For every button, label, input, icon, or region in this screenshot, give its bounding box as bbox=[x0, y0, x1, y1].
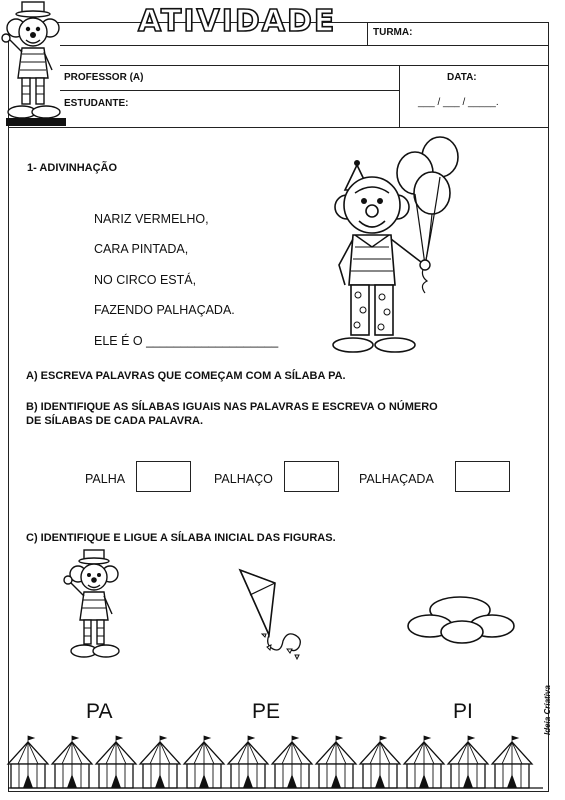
turma-label: TURMA: bbox=[373, 27, 413, 38]
question-title: 1- ADIVINHAÇÃO bbox=[27, 162, 118, 174]
circus-tent-icon bbox=[492, 736, 532, 788]
circus-tent-icon bbox=[228, 736, 268, 788]
clown-logo-icon bbox=[0, 0, 72, 132]
clown-picture-icon[interactable] bbox=[60, 548, 130, 668]
data-label: DATA: bbox=[447, 72, 477, 83]
item-b-instruction: B) IDENTIFIQUE AS SÍLABAS IGUAIS NAS PALAVRAS E ESCREVA O NÚMERO bbox=[26, 401, 438, 413]
header-divider-3 bbox=[60, 90, 399, 91]
riddle-answer-line[interactable]: ELE É O ___________________ bbox=[94, 334, 279, 348]
header-divider-1 bbox=[60, 45, 549, 46]
syllable-count-box-palhacada[interactable] bbox=[455, 461, 510, 492]
circus-tent-icon bbox=[184, 736, 224, 788]
circus-tent-icon bbox=[52, 736, 92, 788]
item-a-instruction: A) ESCREVA PALAVRAS QUE COMEÇAM COM A SÍLABA PA. bbox=[26, 370, 346, 382]
syllable-pa[interactable]: PA bbox=[86, 700, 113, 723]
word-palhaco: PALHAÇO bbox=[214, 472, 273, 486]
riddle-line: FAZENDO PALHAÇADA. bbox=[94, 303, 235, 317]
riddle-line: NO CIRCO ESTÁ, bbox=[94, 273, 197, 287]
page-title: ATIVIDADE bbox=[138, 4, 337, 39]
riddle-line: NARIZ VERMELHO, bbox=[94, 212, 209, 226]
circus-tent-icon bbox=[404, 736, 444, 788]
kite-picture-icon[interactable] bbox=[225, 565, 315, 665]
circus-tent-icon bbox=[316, 736, 356, 788]
circus-tent-icon bbox=[272, 736, 312, 788]
item-b-instruction-cont: DE SÍLABAS DE CADA PALAVRA. bbox=[26, 415, 204, 427]
header-divider-2 bbox=[60, 65, 549, 66]
circus-tent-icon bbox=[8, 736, 48, 788]
circus-tent-icon bbox=[360, 736, 400, 788]
professor-label: PROFESSOR (A) bbox=[64, 72, 144, 83]
clown-with-balloons-icon bbox=[325, 135, 475, 360]
syllable-pe[interactable]: PE bbox=[252, 700, 281, 723]
pillows-picture-icon[interactable] bbox=[405, 590, 520, 650]
syllable-count-box-palhaco[interactable] bbox=[284, 461, 339, 492]
syllable-pi[interactable]: PI bbox=[453, 700, 473, 723]
circus-tents-border bbox=[8, 736, 543, 792]
item-c-instruction: C) IDENTIFIQUE E LIGUE A SÍLABA INICIAL DAS FIGURAS. bbox=[26, 532, 336, 544]
header-divider-4 bbox=[8, 127, 549, 128]
turma-box-left bbox=[367, 22, 368, 45]
syllable-count-box-palha[interactable] bbox=[136, 461, 191, 492]
circus-tent-icon bbox=[448, 736, 488, 788]
riddle-line: CARA PINTADA, bbox=[94, 242, 189, 256]
estudante-label: ESTUDANTE: bbox=[64, 98, 129, 109]
date-box-left bbox=[399, 65, 400, 127]
credit-text: Ideia Criativa bbox=[543, 685, 552, 735]
word-palhacada: PALHAÇADA bbox=[359, 472, 434, 486]
date-field[interactable]: ___ / ___ / _____. bbox=[418, 97, 499, 108]
circus-tent-icon bbox=[140, 736, 180, 788]
word-palha: PALHA bbox=[85, 472, 126, 486]
circus-tent-icon bbox=[96, 736, 136, 788]
